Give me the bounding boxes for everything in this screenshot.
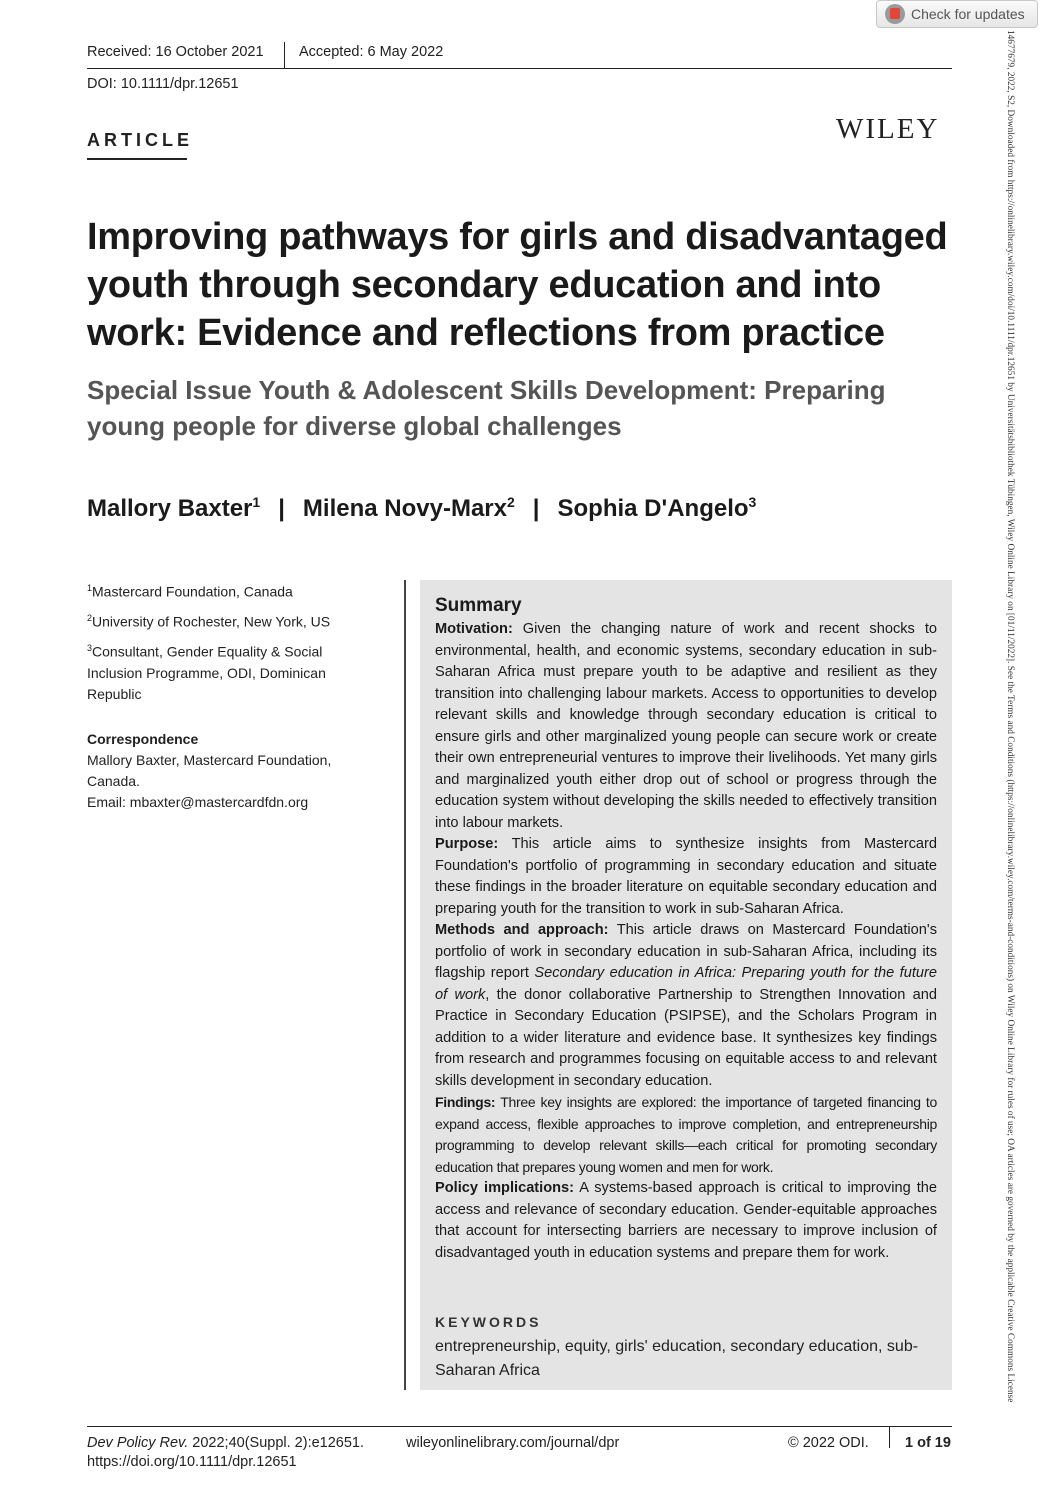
footer-rule [87, 1426, 952, 1427]
article-title: Improving pathways for girls and disadvantaged youth through secondary education and into work: Evidence and reflections from practice [87, 216, 948, 354]
correspondence-heading: Correspondence [87, 731, 199, 747]
correspondence-email: Email: mbaxter@mastercardfdn.org [87, 794, 309, 810]
author-sup: 3 [748, 494, 757, 510]
author-name: Sophia D'Angelo [557, 495, 749, 522]
author-sup: 1 [252, 494, 261, 510]
summary-motivation: Motivation: Given the changing nature of work and recent shocks to environmental, health, and economic systems, secondary education in sub-Saharan Africa must prepare youth to be adaptive and resilient as they transition into challenging labour markets. Access to opportunities to develop relevant skills and knowledge through secondary education is critical to ensure girls and other marginalized young people can secure work or create their own entrepreneurial ventures to improve their livelihoods. Yet many girls and marginalized youth either drop out of school or progress through the education system without developing the skills needed to effectively transition into labour markets. [435, 621, 937, 831]
summary-heading: Summary [435, 595, 522, 616]
footer-citation: Dev Policy Rev. 2022;40(Suppl. 2):e12651. https://doi.org/10.1111/dpr.12651 [87, 1435, 365, 1470]
summary-policy: Policy implications: A systems-based approach is critical to improving the access and relevance of secondary education. Gender-equitable approaches that account for intersecting barriers are necessary to improve inclusion of disadvantaged youth in education systems and prepare them for work. [435, 1180, 937, 1261]
affiliation: $^1$Mastercard Foundation, Canada [87, 583, 293, 600]
author-name: Mallory Baxter [87, 495, 253, 522]
summary-methods: Methods and approach: This article draws on Mastercard Foundation's portfolio of work in secondary education in sub-Saharan Africa, including its flagship report Secondary education in Africa: Preparing youth for the future of work, the donor collaborative Partnership to Strengthen Innovation and Practice in Secondary Education (PSIPSE), and the Scholars Program in addition to a wider literature and evidence base. It synthesizes key findings from research and programmes focusing on equitable access to and relevant skills development in secondary education. [435, 922, 937, 1089]
correspondence-address: Mallory Baxter, Mastercard Foundation, Canada. [87, 752, 332, 789]
publisher-logo: WILEY [836, 113, 940, 145]
keywords-list: entrepreneurship, equity, girls' education, secondary education, sub-Saharan Africa [435, 1338, 919, 1379]
author-separator: | [278, 495, 285, 522]
crossmark-icon [885, 4, 905, 24]
header-rule [87, 68, 952, 69]
article-subtitle: Special Issue Youth & Adolescent Skills Development: Preparing young people for diverse global challenges [87, 375, 886, 441]
correspondence-block [87, 729, 357, 813]
download-notice-text: 14677679, 2022, S2, Downloaded from https://onlinelibrary.wiley.com/doi/10.1111/dpr.12651 by Universitätsbibliothek Tübingen, Wiley Online Library on [01/11/2022]. See the Terms and Conditions (https://onlinelibrary.wiley.com/terms-and-conditions) on Wiley Online Library for rules of use; OA articles are governed by the applicable Creative Commons License [1005, 30, 1015, 1403]
header-separator [284, 42, 285, 68]
footer-copyright: © 2022 ODI. [788, 1435, 869, 1451]
author-separator: | [532, 495, 540, 522]
keywords-heading: KEYWORDS [435, 1314, 542, 1330]
summary-findings: Findings: Three key insights are explored: the importance of targeted financing to expand access, flexible approaches to improve completion, and entrepreneurship programming to develop relevant skills—each critical for promoting secondary education that prepares young women and men for work. [435, 1094, 937, 1175]
summary-purpose: Purpose: This article aims to synthesize insights from Mastercard Foundation's portfolio of programming in secondary education and situate these findings in the broader literature on equitable secondary education and preparing youth for the transition to work in sub-Saharan Africa. [435, 836, 937, 917]
accepted-date: Accepted: 6 May 2022 [299, 44, 444, 60]
affiliation: $^2$University of Rochester, New York, US [87, 613, 331, 630]
author-sup: 2 [506, 494, 515, 510]
check-for-updates-button[interactable] [876, 0, 1038, 28]
summary-body [435, 619, 937, 1264]
section-label: ARTICLE [87, 130, 193, 150]
author-list [87, 494, 756, 523]
download-notice [1005, 30, 1023, 1470]
footer-doi-link[interactable]: https://doi.org/10.1111/dpr.12651 [87, 1454, 297, 1470]
journal-website-link[interactable]: wileyonlinelibrary.com/journal/dpr [406, 1435, 620, 1451]
received-date: Received: 16 October 2021 [87, 44, 264, 60]
doi: DOI: 10.1111/dpr.12651 [87, 76, 239, 92]
author-name: Milena Novy-Marx [302, 495, 507, 522]
check-for-updates-label: Check for updates [911, 6, 1025, 22]
summary-divider [404, 580, 406, 1390]
affiliation: $^3$Consultant, Gender Equality & Social Inclusion Programme, ODI, Dominican Republic [87, 643, 326, 702]
page-number: 1 of 19 [905, 1435, 951, 1451]
footer-separator [889, 1426, 890, 1448]
section-label-underline [87, 158, 187, 160]
